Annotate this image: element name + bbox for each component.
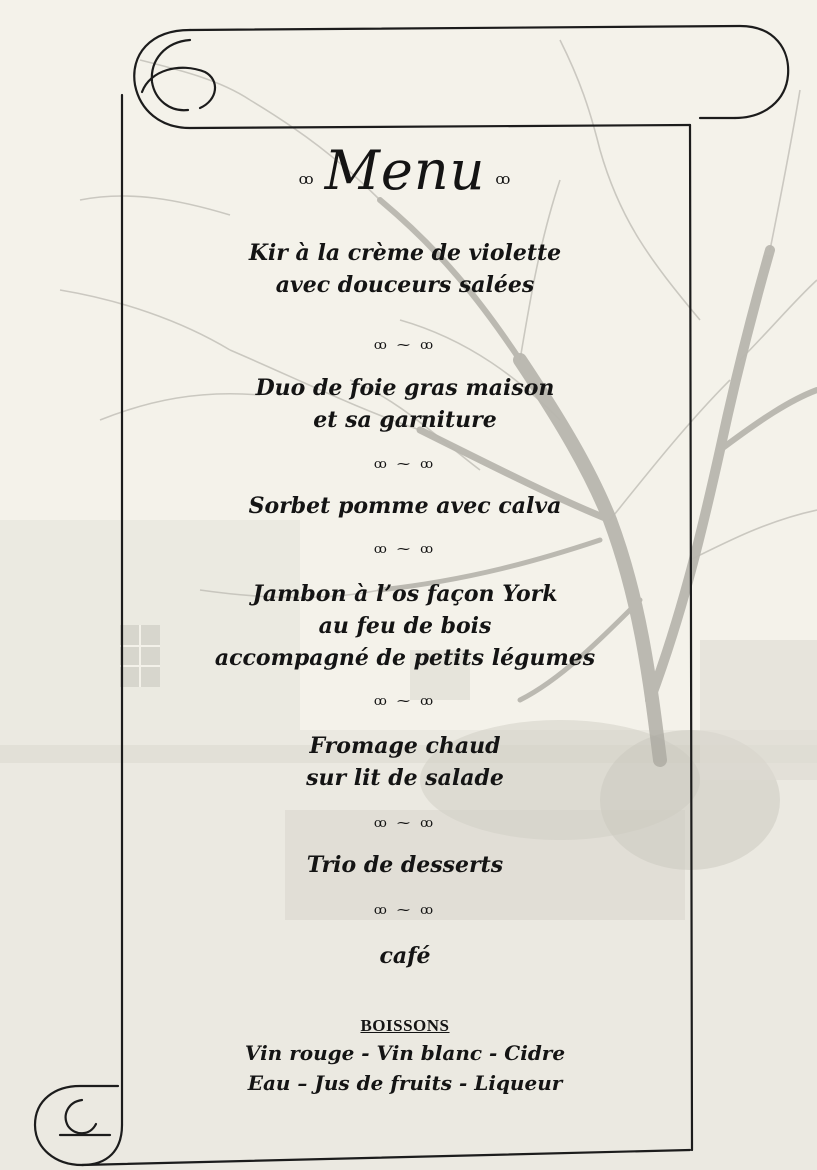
drinks-line: Eau – Jus de fruits - Liqueur [247,1071,563,1095]
ornament-divider-icon: ꝏ ⁓ ꝏ [373,903,437,918]
drinks-heading: BOISSONS [360,1016,450,1035]
course-starter [120,372,690,436]
course-line: Sorbet pomme avec calva [248,493,562,519]
course-line: sur lit de salade [306,765,504,791]
ornament-divider-icon: ꝏ ⁓ ꝏ [373,816,437,831]
course-line: accompagné de petits légumes [214,645,596,671]
menu-title [120,138,690,208]
course-line: avec douceurs salées [275,272,535,298]
menu-title-text: Menu [324,139,486,202]
course-line: Jambon à l’os façon York [252,581,558,607]
course-line: au feu de bois [318,613,492,639]
drinks-line: Vin rouge - Vin blanc - Cidre [244,1041,566,1065]
ornament-divider-icon: ꝏ ⁓ ꝏ [373,457,437,472]
course-main [120,578,690,674]
course-line: Duo de foie gras maison [255,375,555,401]
course-dessert [120,849,690,881]
ornament-divider-icon: ꝏ ⁓ ꝏ [373,338,437,353]
course-line: Kir à la crème de violette [248,240,562,266]
ornament-divider-icon: ꝏ ⁓ ꝏ [373,694,437,709]
flourish-left-icon: ꝏ [298,170,315,188]
course-line: Trio de desserts [306,852,504,878]
course-aperitif [120,237,690,301]
course-line: café [379,943,431,969]
course-sorbet [120,490,690,522]
ornament-divider-icon: ꝏ ⁓ ꝏ [373,542,437,557]
course-coffee [120,940,690,972]
menu-card [120,0,690,1170]
course-line: Fromage chaud [309,733,501,759]
course-cheese [120,730,690,794]
flourish-right-icon: ꝏ [495,170,512,188]
course-line: et sa garniture [313,407,497,433]
